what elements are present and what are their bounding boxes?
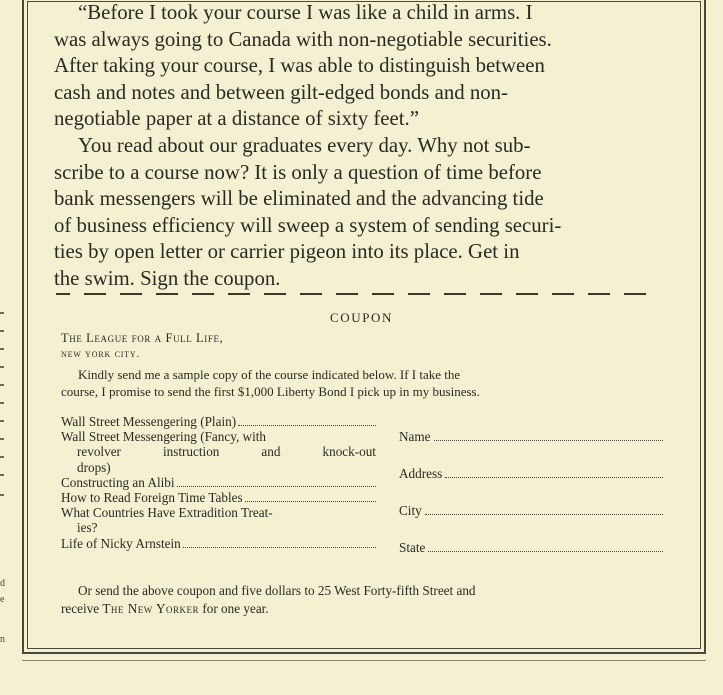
pitch-line: ties by open letter or carrier pigeon into its place. Get in: [54, 240, 520, 264]
leader-dots: [245, 500, 376, 502]
course-option[interactable]: [61, 414, 376, 429]
closing-text: receive: [61, 601, 100, 616]
left-page-edge-marks: [0, 300, 10, 660]
pitch-line: You read about our graduates every day. Why not sub-: [78, 133, 531, 157]
pitch-line: the swim. Sign the coupon.: [54, 266, 281, 290]
quote-line: negotiable paper at a distance of sixty feet.”: [54, 107, 419, 131]
city-label: City: [399, 503, 422, 518]
gutter-letter: e: [0, 594, 5, 605]
coupon-addressee: The League for a Full Life,: [61, 331, 224, 345]
course-list: [61, 414, 376, 551]
course-option[interactable]: [61, 505, 376, 535]
frame-bottom-rule: [22, 660, 706, 661]
instruction-line: Kindly send me a sample copy of the course indicated below. If I take the: [78, 367, 461, 382]
coupon-title: COUPON: [329, 310, 394, 325]
course-label: Life of Nicky Arnstein: [61, 535, 181, 551]
address-blank[interactable]: [445, 476, 663, 478]
closing-line: [61, 600, 663, 618]
address-field[interactable]: [399, 466, 663, 482]
word: instruction: [162, 444, 220, 460]
course-option[interactable]: [61, 490, 376, 505]
name-label: Name: [399, 429, 431, 444]
name-blank[interactable]: [434, 439, 664, 441]
city-blank[interactable]: [425, 513, 663, 515]
course-label-continuation: ies?: [77, 520, 98, 536]
closing-text: for one year.: [202, 601, 269, 616]
advertisement-body: [54, 0, 660, 293]
coupon-cut-line: [56, 293, 660, 296]
quote-line: After taking your course, I was able to distinguish between: [54, 54, 545, 78]
coupon-city: new york city.: [61, 348, 140, 360]
pitch-line: bank messengers will be eliminated and the advancing tide: [54, 187, 544, 211]
leader-dots: [177, 485, 376, 487]
state-label: State: [399, 540, 426, 555]
course-option[interactable]: [61, 536, 376, 551]
magazine-name: The New Yorker: [102, 601, 200, 616]
course-label: Constructing an Alibi: [61, 474, 175, 490]
gutter-letter: d: [0, 578, 5, 589]
state-blank[interactable]: [428, 550, 663, 552]
quote-line: was always going to Canada with non-negotiable securities.: [54, 27, 552, 51]
pitch-line: scribe to a course now? It is only a question of time before: [54, 160, 542, 184]
course-label-continuation: [77, 444, 376, 459]
course-label: Wall Street Messengering (Fancy, with: [61, 429, 267, 445]
instruction-line: course, I promise to send the first $1,000 Liberty Bond I pick up in my business.: [61, 384, 480, 400]
city-field[interactable]: [399, 503, 663, 519]
word: revolver: [77, 444, 121, 460]
closing-line: Or send the above coupon and five dollars to 25 West Forty-fifth Street and: [78, 583, 476, 598]
pitch-line: of business efficiency will sweep a system of sending securi-: [54, 213, 562, 237]
course-option[interactable]: [61, 429, 376, 475]
word: and: [261, 444, 281, 460]
course-label: Wall Street Messengering (Plain): [61, 414, 237, 429]
course-label: How to Read Foreign Time Tables: [61, 490, 243, 506]
coupon-closing: [61, 582, 663, 618]
gutter-letter: n: [0, 634, 5, 645]
name-field[interactable]: [399, 429, 663, 445]
leader-dots: [238, 424, 376, 426]
course-option[interactable]: [61, 475, 376, 490]
quote-line: “Before I took your course I was like a child in arms. I: [78, 1, 533, 24]
address-label: Address: [399, 466, 443, 481]
course-label-continuation: drops): [77, 459, 111, 475]
state-field[interactable]: [399, 540, 663, 556]
coupon-instructions: [61, 366, 661, 401]
word: knock-out: [322, 444, 376, 460]
leader-dots: [183, 546, 376, 548]
course-label: What Countries Have Extradition Treat-: [61, 505, 273, 521]
quote-line: cash and notes and between gilt-edged bonds and non-: [54, 80, 508, 104]
